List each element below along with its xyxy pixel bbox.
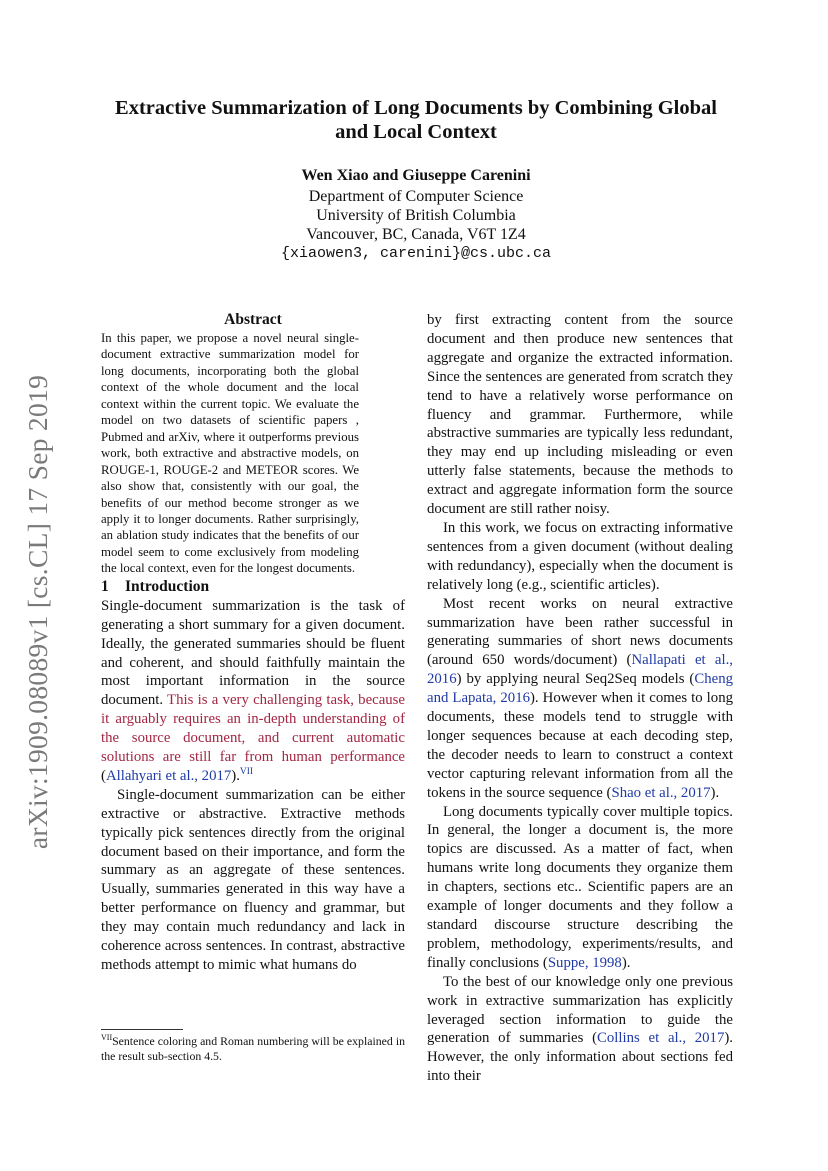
intro-p7-text-a: To the best of our knowledge only one previous work in extractive summarization has explicitly leveraged section information to guide the generation of summaries (	[427, 973, 733, 1047]
footnote-rule	[101, 1029, 183, 1030]
intro-p6-text-a: Long documents typically cover multiple topics. In general, the longer a document is, the more topics are discussed. As a matter of fact, when humans write long documents they organize them in chapters, sections etc.. Scientific papers are an example of longer documents and they follow a standard discourse structure describing the problem, methodology, experiments/results, and finally conclusions (	[427, 803, 733, 971]
citation-link[interactable]: Cheng and Lapata, 2016	[427, 671, 733, 707]
intro-p7-text-b: ). However, the only information about sections fed into their	[427, 1030, 733, 1085]
footnote-text: Sentence coloring and Roman numbering will be explained in the result sub-section 4.5.	[101, 1034, 405, 1063]
section-heading-introduction	[101, 577, 405, 597]
author-block	[96, 166, 736, 264]
author-university: University of British Columbia	[316, 207, 516, 224]
author-names: Wen Xiao and Giuseppe Carenini	[301, 167, 531, 184]
footnote	[101, 1034, 405, 1064]
abstract-text: In this paper, we propose a novel neural single-document extractive summarization model for long documents, incorporating both the global context of the whole document and the local context within the current topic. We evaluate the model on two datasets of scientific papers , Pubmed and arXiv, where it outperforms previous work, both extractive and abstractive models, on ROUGE-1, ROUGE-2 and METEOR scores. We also show that, consistently with our goal, the benefits of our method become stronger as we apply it to longer documents. Rather surprisingly, an ablation study indicates that the benefits of our model seem to come exclusively from modeling the local context, even for the longest documents.	[101, 331, 359, 576]
author-email: {xiaowen3, carenini}@cs.ubc.ca	[280, 245, 552, 262]
paper-title: Extractive Summarization of Long Documents by Combining Global and Local Context	[115, 97, 717, 143]
intro-p5-text-a: Most recent works on neural extractive summarization have been rather successful in generating summaries of short news documents (around 650 words/document) (	[427, 595, 733, 669]
footnote-ref[interactable]: VII	[239, 767, 254, 778]
intro-p5-text-d: ).	[710, 784, 720, 801]
intro-paragraph-5	[427, 595, 733, 803]
intro-p1-text: Single-document summarization is the task of generating a short summary for a given document. Ideally, the generated summaries should be fluent and coherent, and should faithfully maintain the most important information in the source document.	[101, 597, 405, 709]
arxiv-identifier-stamp: arXiv:1909.08089v1 [cs.CL] 17 Sep 2019	[22, 374, 53, 850]
intro-p6-text-b: ).	[621, 954, 631, 971]
intro-paragraph-4: In this work, we focus on extracting informative sentences from a given document (without dealing with redundancy), especially when the document is relatively long (e.g., scientific articles).	[427, 519, 733, 593]
citation-link[interactable]: Nallapati et al., 2016	[427, 652, 733, 688]
intro-p5-text-c: ). However when it comes to long documents, these models tend to struggle with longer sequences because at each decoding step, the decoder needs to learn to construct a context vector capturing relevant information from all the tokens in the source sequence (	[427, 690, 733, 801]
citation-link[interactable]: Allahyari et al., 2017	[105, 767, 232, 784]
abstract-heading: Abstract	[224, 311, 282, 328]
paren-close: ).	[231, 767, 240, 784]
left-column	[101, 310, 405, 975]
highlighted-sentence: This is a very challenging task, because it arguably requires an in-depth understanding of the source document, and current automatic solutions are still far from human performance	[101, 692, 406, 766]
paren-open: (	[101, 767, 106, 784]
intro-paragraph-7	[427, 973, 733, 1086]
intro-paragraph-6	[427, 803, 733, 973]
footnote-mark: VII	[101, 1033, 113, 1043]
citation-link[interactable]: Shao et al., 2017	[611, 784, 711, 801]
intro-paragraph-2: Single-document summarization can be either extractive or abstractive. Extractive methods typically pick sentences directly from the original document based on their importance, and form the summary as an aggregate of these sentences. Usually, summaries generated in this way have a better performance on fluency and grammar, but they may contain much redundancy and lack in coherence across sentences. In contrast, abstractive methods attempt to mimic what humans do	[101, 786, 405, 974]
author-department: Department of Computer Science	[308, 188, 524, 205]
section-number: 1	[101, 577, 109, 595]
intro-paragraph-1	[101, 597, 405, 786]
right-column	[427, 311, 733, 1086]
section-title: Introduction	[125, 577, 210, 595]
citation-link[interactable]: Suppe, 1998	[547, 954, 622, 971]
author-location: Vancouver, BC, Canada, V6T 1Z4	[306, 226, 526, 243]
citation-link[interactable]: Collins et al., 2017	[597, 1030, 725, 1047]
intro-p5-text-b: ) by applying neural Seq2Seq models (	[456, 671, 695, 688]
intro-paragraph-3: by first extracting content from the source document and then produce new sentences that aggregate and organize the extracted information. Since the sentences are generated from scratch they tend to have a relatively worse performance on fluency and grammar. Furthermore, while abstractive summaries are typically less redundant, they may end up including misleading or even utterly false statements, because the methods to extract and aggregate information form the source document are still rather noisy.	[427, 312, 733, 518]
